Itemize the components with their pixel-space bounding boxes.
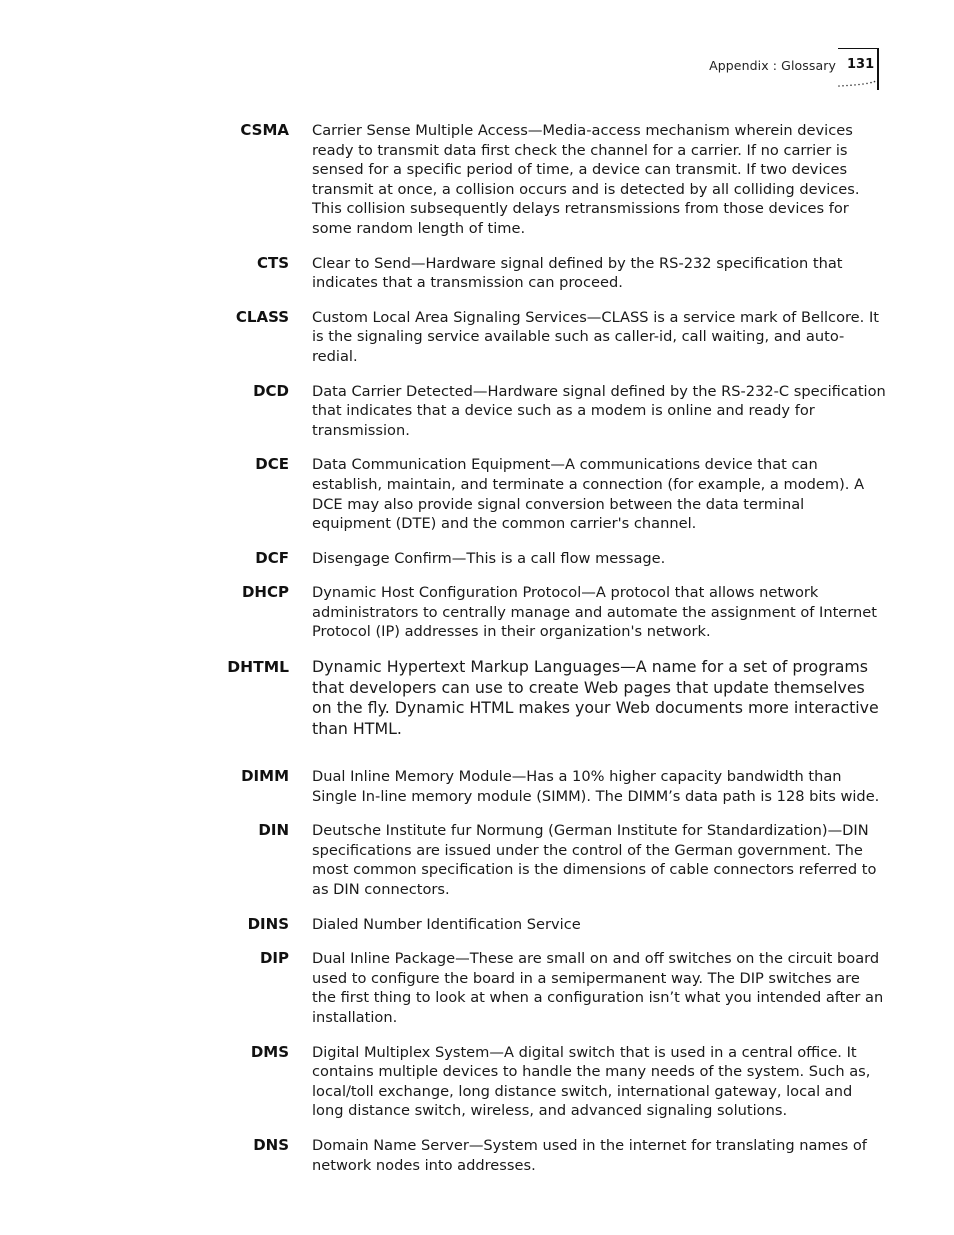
glossary-term: CLASS: [235, 307, 289, 326]
page-number: 131: [847, 57, 875, 72]
glossary-entry-dms: [0, 1043, 954, 1121]
glossary-entry-din: [0, 821, 954, 899]
glossary-term: DIN: [258, 821, 289, 840]
glossary-term: DIP: [259, 949, 289, 968]
header-dots-ornament: [837, 80, 877, 90]
glossary-definition: Domain Name Server—System used in the internet for translating names of network nodes into addresses.: [312, 1136, 867, 1174]
glossary-term: CSMA: [240, 121, 289, 139]
glossary-term: DINS: [247, 914, 289, 933]
glossary-definition: Carrier Sense Multiple Access—Media-access mechanism wherein devices ready to transmit data first check the channel for a carrier. If no carrier is sensed for a specific period of time, a device can transmit. If two devices transmit at once, a collision occurs and is detected by all colliding devices. This collision subsequently delays retransmissions from those devices for some random length of time.: [312, 122, 860, 237]
glossary-term: DCD: [253, 381, 289, 400]
glossary-definition: Dual Inline Package—These are small on and off switches on the circuit board used to configure the board in a semipermanent way. The DIP switches are the first thing to look at when a configuration isn’t what you intended after an installation.: [312, 950, 884, 1026]
glossary-term: DMS: [250, 1042, 289, 1061]
glossary-list: [0, 121, 954, 1174]
glossary-definition: Data Carrier Detected—Hardware signal defined by the RS-232-C specification that indicates that a device such as a modem is online and ready for transmission.: [312, 382, 886, 439]
glossary-definition: Dynamic Hypertext Markup Languages—A name for a set of programs that developers can use to create Web pages that update themselves on the fly. Dynamic HTML makes your Web documents more interactive than HTML.: [312, 657, 879, 738]
page-header: [0, 0, 954, 100]
glossary-definition: Disengage Confirm—This is a call flow message.: [312, 549, 666, 567]
glossary-definition: Digital Multiplex System—A digital switch that is used in a central office. It contains multiple devices to handle the many needs of the system. Such as, local/toll exchange, long distance switch, international gateway, local and long distance switch, wireless, and advanced signaling solutions.: [312, 1043, 871, 1120]
glossary-entry-dimm: [0, 767, 954, 806]
running-header: Appendix : Glossary: [709, 58, 836, 73]
glossary-entry-dhcp: [0, 583, 954, 642]
glossary-definition: Data Communication Equipment—A communications device that can establish, maintain, and terminate a connection (for example, a modem). A DCE may also provide signal conversion between the data terminal equipment (DTE) and the common carrier's channel.: [312, 456, 865, 533]
glossary-entry-dce: [0, 455, 954, 533]
glossary-entry-dcf: [0, 549, 954, 569]
glossary-entry-dins: [0, 915, 954, 935]
glossary-term: DCE: [255, 455, 289, 474]
glossary-entry-dcd: [0, 382, 954, 441]
glossary-entry-class: [0, 308, 954, 367]
glossary-definition: Dialed Number Identification Service: [312, 915, 581, 933]
glossary-entry-dns: [0, 1136, 954, 1175]
glossary-entry-csma: [0, 121, 954, 239]
glossary-term: DHCP: [241, 583, 289, 602]
header-rule-side: [877, 48, 879, 90]
glossary-term: DHTML: [227, 658, 289, 677]
glossary-entry-dip: [0, 949, 954, 1027]
header-rule-top: [838, 48, 879, 49]
glossary-definition: Deutsche Institute fur Normung (German Institute for Standardization)—DIN specifications are issued under the control of the German government. The most common specification is the dimensions of cable connectors referred to as DIN connectors.: [312, 822, 877, 899]
glossary-term: DCF: [255, 548, 289, 567]
glossary-definition: Custom Local Area Signaling Services—CLASS is a service mark of Bellcore. It is the signaling service available such as caller-id, call waiting, and auto-redial.: [312, 308, 879, 365]
glossary-definition: Dual Inline Memory Module—Has a 10% higher capacity bandwidth than Single In-line memory module (SIMM). The DIMM’s data path is 128 bits wide.: [312, 768, 880, 805]
glossary-entry-dhtml: [0, 657, 954, 739]
glossary-entry-cts: [0, 254, 954, 293]
glossary-term: DNS: [253, 1135, 289, 1154]
glossary-term: DIMM: [241, 767, 289, 786]
glossary-definition: Dynamic Host Configuration Protocol—A protocol that allows network administrators to centrally manage and automate the assignment of Internet Protocol (IP) addresses in their organization's network.: [312, 584, 877, 641]
glossary-definition: Clear to Send—Hardware signal defined by the RS-232 specification that indicates that a transmission can proceed.: [312, 254, 843, 292]
glossary-term: CTS: [256, 253, 289, 272]
